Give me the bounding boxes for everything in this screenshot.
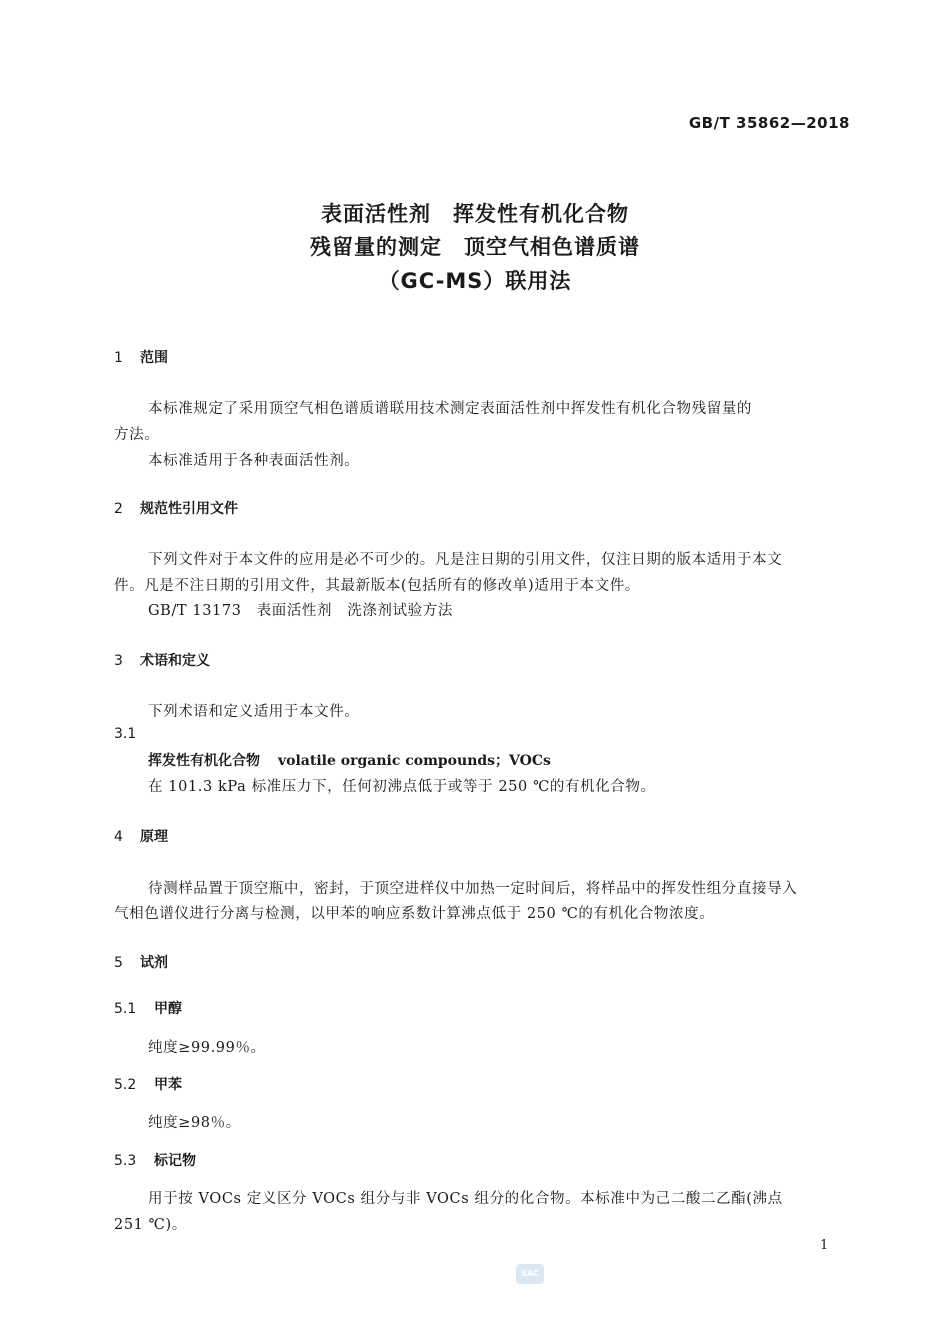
section-number: 4 — [114, 829, 123, 845]
term-definition: 在 101.3 kPa 标准压力下，任何初沸点低于或等于 250 ℃的有机化合物。 — [148, 779, 656, 795]
normative-reference: GB/T 13173 表面活性剂 洗涤剂试验方法 — [148, 603, 453, 619]
section-title: 试剂 — [140, 955, 168, 971]
section-title: 原理 — [140, 829, 168, 845]
paragraph: 纯度≥98％。 — [148, 1115, 241, 1131]
paragraph: 待测样品置于顶空瓶中，密封，于顶空进样仪中加热一定时间后，将样品中的挥发性组分直接导入 — [148, 881, 798, 897]
title-line-1: 表面活性剂 挥发性有机化合物 — [321, 202, 629, 226]
section-3-heading — [114, 650, 210, 670]
term-chinese: 挥发性有机化合物 — [148, 753, 260, 769]
section-number: 2 — [114, 501, 123, 517]
subsection-number: 5.2 — [114, 1077, 137, 1093]
subsection-number: 3.1 — [114, 726, 137, 742]
section-2-heading — [114, 498, 238, 518]
subsection-number: 5.1 — [114, 1001, 137, 1017]
section-number: 1 — [114, 350, 123, 366]
subsection-number: 5.3 — [114, 1153, 137, 1169]
term-english: volatile organic compounds；VOCs — [278, 753, 551, 769]
page-number: 1 — [820, 1238, 829, 1253]
subsection-5-1-heading — [114, 998, 182, 1018]
subsection-5-2-heading — [114, 1074, 182, 1094]
sac-logo-icon: SAC — [516, 1264, 544, 1284]
title-line-3: （GC-MS）联用法 — [378, 269, 572, 293]
paragraph: 气相色谱仪进行分离与检测，以甲苯的响应系数计算沸点低于 250 ℃的有机化合物浓度。 — [114, 906, 715, 922]
standard-code: GB/T 35862—2018 — [688, 114, 850, 132]
term-entry — [148, 750, 551, 770]
paragraph: 251 ℃)。 — [114, 1217, 187, 1233]
subsection-title: 标记物 — [154, 1153, 196, 1169]
section-4-heading — [114, 826, 168, 846]
section-number: 3 — [114, 653, 123, 669]
section-1-heading — [114, 347, 168, 367]
paragraph: 件。凡是不注日期的引用文件，其最新版本(包括所有的修改单)适用于本文件。 — [114, 578, 640, 594]
subsection-title: 甲苯 — [154, 1077, 182, 1093]
title-line-2: 残留量的测定 顶空气相色谱质谱 — [310, 235, 640, 259]
subsection-title: 甲醇 — [154, 1001, 182, 1017]
section-5-heading — [114, 952, 168, 972]
subsection-5-3-heading — [114, 1150, 196, 1170]
paragraph: 方法。 — [114, 427, 160, 443]
section-title: 术语和定义 — [140, 653, 210, 669]
section-title: 范围 — [140, 350, 168, 366]
paragraph: 下列文件对于本文件的应用是必不可少的。凡是注日期的引用文件，仅注日期的版本适用于本文 — [148, 552, 783, 568]
section-number: 5 — [114, 955, 123, 971]
paragraph: 用于按 VOCs 定义区分 VOCs 组分与非 VOCs 组分的化合物。本标准中为己二酸二乙酯(沸点 — [148, 1191, 783, 1207]
paragraph: 本标准规定了采用顶空气相色谱质谱联用技术测定表面活性剂中挥发性有机化合物残留量的 — [148, 401, 752, 417]
paragraph: 纯度≥99.99％。 — [148, 1040, 266, 1056]
paragraph: 本标准适用于各种表面活性剂。 — [148, 453, 360, 469]
section-title: 规范性引用文件 — [140, 501, 238, 517]
paragraph: 下列术语和定义适用于本文件。 — [148, 704, 360, 720]
